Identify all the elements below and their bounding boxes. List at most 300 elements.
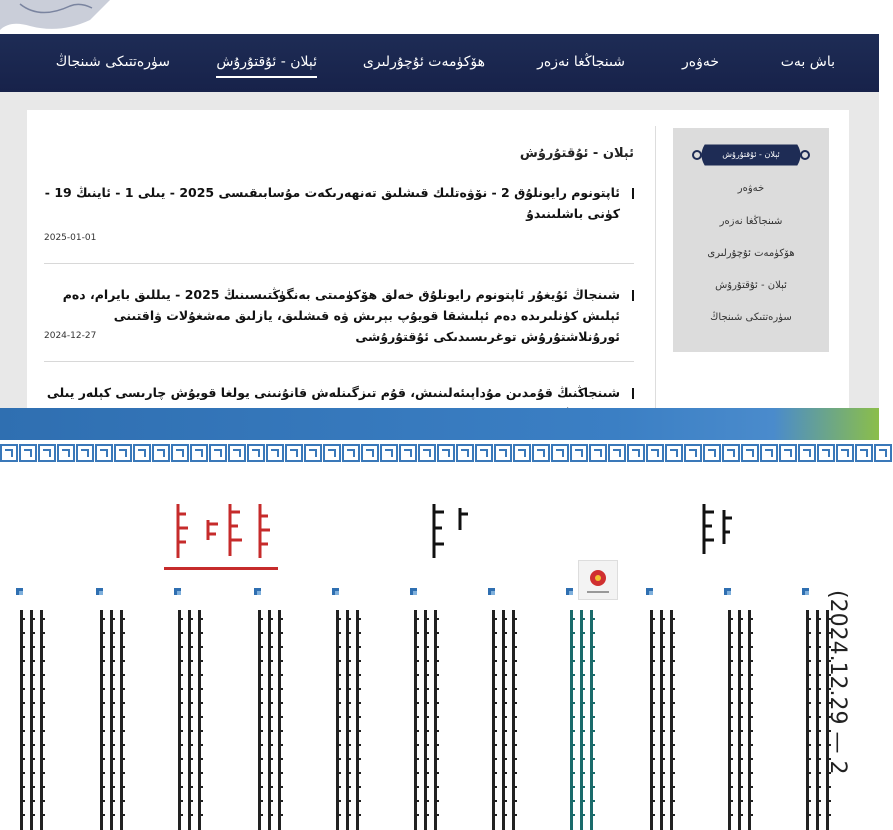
news-item[interactable] xyxy=(44,284,634,354)
script-stroke xyxy=(512,646,517,648)
news-title[interactable]: ئاپتونوم رايونلۇق 2 - نۆۋەتلىك قىشلىق تەنھەرىكەت مۇسابىقىسى 2025 - يىلى 1 - ئاينىڭ 19 - كۈنى باشلىنىدۇ xyxy=(44,185,620,221)
script-stroke xyxy=(728,772,733,774)
script-stroke xyxy=(670,800,675,802)
mongolian-news-item[interactable] xyxy=(410,588,438,828)
greek-key-tile xyxy=(418,444,436,462)
divider xyxy=(44,263,634,264)
script-stroke xyxy=(30,674,35,676)
script-stroke xyxy=(346,800,351,802)
script-stroke xyxy=(178,632,183,634)
script-stroke xyxy=(738,814,743,816)
bullet-icon xyxy=(254,588,261,595)
script-line xyxy=(738,610,741,830)
script-stroke xyxy=(258,786,263,788)
vertical-date xyxy=(824,586,854,826)
script-stroke xyxy=(434,772,439,774)
script-stroke xyxy=(748,618,753,620)
script-stroke xyxy=(424,674,429,676)
script-stroke xyxy=(512,632,517,634)
script-stroke xyxy=(728,688,733,690)
script-line xyxy=(30,610,33,830)
script-stroke xyxy=(20,646,25,648)
script-stroke xyxy=(590,758,595,760)
script-stroke xyxy=(414,702,419,704)
script-stroke xyxy=(20,632,25,634)
script-stroke xyxy=(278,618,283,620)
script-stroke xyxy=(336,674,341,676)
script-stroke xyxy=(590,674,595,676)
script-stroke xyxy=(336,632,341,634)
script-stroke xyxy=(110,758,115,760)
script-stroke xyxy=(198,730,203,732)
uyghur-page xyxy=(0,0,879,408)
vertical-date-text: (2024.12.29 — 2 xyxy=(825,590,850,775)
script-stroke xyxy=(120,730,125,732)
script-stroke xyxy=(258,646,263,648)
script-stroke xyxy=(336,758,341,760)
script-stroke xyxy=(356,744,361,746)
script-stroke xyxy=(20,660,25,662)
script-stroke xyxy=(806,730,811,732)
script-stroke xyxy=(738,632,743,634)
script-line xyxy=(492,610,495,830)
script-stroke xyxy=(424,772,429,774)
mongolian-news-item[interactable] xyxy=(96,588,124,828)
script-stroke xyxy=(178,758,183,760)
script-stroke xyxy=(738,660,743,662)
script-stroke xyxy=(590,716,595,718)
script-stroke xyxy=(492,688,497,690)
script-stroke xyxy=(570,758,575,760)
script-stroke xyxy=(424,688,429,690)
script-stroke xyxy=(512,744,517,746)
greek-key-tile xyxy=(133,444,151,462)
script-stroke xyxy=(356,716,361,718)
greek-key-tile xyxy=(361,444,379,462)
script-stroke xyxy=(414,786,419,788)
script-stroke xyxy=(512,800,517,802)
script-stroke xyxy=(268,758,273,760)
script-stroke xyxy=(110,660,115,662)
script-stroke xyxy=(100,618,105,620)
script-stroke xyxy=(120,744,125,746)
mongolian-news-item[interactable] xyxy=(174,588,202,828)
script-stroke xyxy=(492,730,497,732)
script-stroke xyxy=(278,660,283,662)
script-stroke xyxy=(738,702,743,704)
script-stroke xyxy=(570,730,575,732)
script-stroke xyxy=(278,632,283,634)
script-stroke xyxy=(492,646,497,648)
script-stroke xyxy=(570,660,575,662)
script-stroke xyxy=(728,786,733,788)
script-stroke xyxy=(816,618,821,620)
script-stroke xyxy=(650,618,655,620)
mongolian-news-item[interactable] xyxy=(488,588,516,828)
greek-key-tile xyxy=(171,444,189,462)
script-line xyxy=(356,610,359,830)
script-stroke xyxy=(806,716,811,718)
script-stroke xyxy=(178,800,183,802)
script-stroke xyxy=(748,814,753,816)
nav-xinjiang-view[interactable]: شىنجاڭغا نەزەر xyxy=(537,54,625,70)
script-stroke xyxy=(512,660,517,662)
script-stroke xyxy=(580,744,585,746)
script-stroke xyxy=(434,702,439,704)
script-stroke xyxy=(512,702,517,704)
greek-key-tile xyxy=(532,444,550,462)
script-stroke xyxy=(670,730,675,732)
greek-key-tile xyxy=(19,444,37,462)
script-stroke xyxy=(30,744,35,746)
script-line xyxy=(178,610,181,830)
script-stroke xyxy=(178,716,183,718)
bullet-icon xyxy=(724,588,731,595)
script-stroke xyxy=(178,814,183,816)
script-stroke xyxy=(492,660,497,662)
script-line xyxy=(188,610,191,830)
mongolian-news-item[interactable] xyxy=(724,588,752,828)
script-stroke xyxy=(346,814,351,816)
mongolian-news-item[interactable] xyxy=(254,588,282,828)
greek-key-tile xyxy=(855,444,873,462)
script-stroke xyxy=(424,646,429,648)
tab-mongolian-3[interactable] xyxy=(694,500,738,564)
script-stroke xyxy=(268,744,273,746)
tab-active-mongolian[interactable] xyxy=(168,500,278,564)
script-stroke xyxy=(424,758,429,760)
script-stroke xyxy=(20,772,25,774)
script-stroke xyxy=(100,800,105,802)
news-item[interactable] xyxy=(44,182,634,252)
script-stroke xyxy=(570,716,575,718)
script-line xyxy=(258,610,261,830)
script-stroke xyxy=(178,618,183,620)
script-stroke xyxy=(580,800,585,802)
script-stroke xyxy=(590,618,595,620)
script-stroke xyxy=(650,786,655,788)
script-stroke xyxy=(178,688,183,690)
script-stroke xyxy=(356,618,361,620)
script-stroke xyxy=(670,646,675,648)
script-stroke xyxy=(188,646,193,648)
script-stroke xyxy=(424,660,429,662)
script-stroke xyxy=(570,618,575,620)
script-stroke xyxy=(492,674,497,676)
script-stroke xyxy=(738,800,743,802)
script-stroke xyxy=(806,800,811,802)
script-stroke xyxy=(100,786,105,788)
script-stroke xyxy=(502,674,507,676)
script-line xyxy=(414,610,417,830)
script-stroke xyxy=(580,702,585,704)
script-stroke xyxy=(336,646,341,648)
script-stroke xyxy=(198,814,203,816)
script-line xyxy=(198,610,201,830)
script-stroke xyxy=(512,772,517,774)
script-stroke xyxy=(268,646,273,648)
script-stroke xyxy=(492,758,497,760)
mongolian-news-item[interactable] xyxy=(646,588,674,828)
script-stroke xyxy=(748,758,753,760)
script-stroke xyxy=(268,632,273,634)
script-stroke xyxy=(188,632,193,634)
script-stroke xyxy=(198,660,203,662)
sidebar xyxy=(673,128,829,352)
script-stroke xyxy=(670,660,675,662)
sidebar-badge xyxy=(691,142,811,168)
nav-news[interactable]: خەۋەر xyxy=(681,54,719,70)
script-stroke xyxy=(502,730,507,732)
script-stroke xyxy=(424,786,429,788)
script-stroke xyxy=(40,800,45,802)
nav-announcements[interactable]: ئېلان - ئۇقتۇرۇش xyxy=(216,54,317,78)
script-stroke xyxy=(728,702,733,704)
script-stroke xyxy=(570,786,575,788)
script-stroke xyxy=(356,688,361,690)
greek-key-tile xyxy=(665,444,683,462)
script-stroke xyxy=(178,772,183,774)
script-stroke xyxy=(650,688,655,690)
script-stroke xyxy=(738,786,743,788)
greek-key-tile xyxy=(323,444,341,462)
script-stroke xyxy=(110,646,115,648)
script-stroke xyxy=(278,730,283,732)
script-stroke xyxy=(414,814,419,816)
script-stroke xyxy=(570,632,575,634)
script-stroke xyxy=(20,814,25,816)
script-stroke xyxy=(30,688,35,690)
script-stroke xyxy=(414,758,419,760)
news-title[interactable]: شىنجاڭنىڭ قۇمدىن مۇداپىئەلىنىش، قۇم تىزگىنلەش قانۇنىنى يولغا قويۇش چارىسى كېلەر يىلى xyxy=(46,385,620,400)
script-stroke xyxy=(30,786,35,788)
script-stroke xyxy=(502,646,507,648)
script-stroke xyxy=(414,744,419,746)
sidebar-item-xinjiang-in-pictures[interactable]: سۈرەتتىكى شىنجاڭ xyxy=(710,312,792,323)
script-stroke xyxy=(816,632,821,634)
script-stroke xyxy=(198,674,203,676)
script-stroke xyxy=(580,646,585,648)
script-stroke xyxy=(670,786,675,788)
script-stroke xyxy=(120,800,125,802)
section-title: ئېلان - ئۇقتۇرۇش xyxy=(519,146,634,161)
script-stroke xyxy=(346,716,351,718)
bullet-icon xyxy=(632,290,634,301)
script-stroke xyxy=(570,814,575,816)
script-stroke xyxy=(748,702,753,704)
script-stroke xyxy=(110,632,115,634)
script-stroke xyxy=(434,646,439,648)
script-stroke xyxy=(198,716,203,718)
script-line xyxy=(268,610,271,830)
greek-key-border xyxy=(0,440,879,466)
column-divider xyxy=(655,126,656,416)
script-stroke xyxy=(346,786,351,788)
script-stroke xyxy=(110,688,115,690)
script-stroke xyxy=(502,800,507,802)
script-stroke xyxy=(30,814,35,816)
script-stroke xyxy=(120,674,125,676)
script-stroke xyxy=(816,814,821,816)
script-stroke xyxy=(670,674,675,676)
sidebar-item-government-info[interactable]: ھۆكۈمەت ئۇچۇرلىرى xyxy=(707,248,795,259)
script-stroke xyxy=(188,660,193,662)
script-stroke xyxy=(492,618,497,620)
script-stroke xyxy=(660,716,665,718)
script-stroke xyxy=(590,730,595,732)
script-stroke xyxy=(424,716,429,718)
script-stroke xyxy=(806,618,811,620)
script-stroke xyxy=(502,632,507,634)
greek-key-tile xyxy=(475,444,493,462)
sidebar-item-xinjiang-view[interactable]: شىنجاڭغا نەزەر xyxy=(719,216,783,227)
script-line xyxy=(100,610,103,830)
sidebar-item-announcements[interactable]: ئېلان - ئۇقتۇرۇش xyxy=(715,280,787,291)
script-stroke xyxy=(424,632,429,634)
mongolian-news-item[interactable] xyxy=(332,588,360,828)
script-stroke xyxy=(120,618,125,620)
greek-key-tile xyxy=(570,444,588,462)
script-stroke xyxy=(346,674,351,676)
greek-key-tile xyxy=(0,444,18,462)
script-stroke xyxy=(660,688,665,690)
greek-key-tile xyxy=(57,444,75,462)
script-stroke xyxy=(120,688,125,690)
script-stroke xyxy=(806,674,811,676)
script-stroke xyxy=(278,814,283,816)
script-stroke xyxy=(120,772,125,774)
script-stroke xyxy=(336,688,341,690)
script-stroke xyxy=(336,730,341,732)
script-stroke xyxy=(110,730,115,732)
script-stroke xyxy=(670,702,675,704)
script-stroke xyxy=(434,716,439,718)
script-stroke xyxy=(512,814,517,816)
script-stroke xyxy=(670,772,675,774)
script-stroke xyxy=(110,618,115,620)
script-stroke xyxy=(268,688,273,690)
script-stroke xyxy=(188,716,193,718)
script-stroke xyxy=(816,758,821,760)
script-stroke xyxy=(258,744,263,746)
script-stroke xyxy=(356,814,361,816)
script-stroke xyxy=(670,688,675,690)
main-nav xyxy=(0,34,879,92)
nav-xinjiang-in-pictures[interactable]: سۈرەتتىكى شىنجاڭ xyxy=(55,54,170,70)
script-stroke xyxy=(660,674,665,676)
mongolian-page xyxy=(0,408,879,827)
script-stroke xyxy=(40,674,45,676)
script-stroke xyxy=(502,814,507,816)
script-stroke xyxy=(492,772,497,774)
script-stroke xyxy=(590,786,595,788)
sidebar-item-news[interactable]: خەۋەر xyxy=(737,183,765,194)
script-stroke xyxy=(258,800,263,802)
script-stroke xyxy=(492,800,497,802)
script-line xyxy=(590,610,593,830)
script-stroke xyxy=(816,716,821,718)
news-title[interactable]: شىنجاڭ ئۇيغۇر ئاپتونوم رايونلۇق خەلق ھۆكۈمىتى بەنگۈڭتىسىنىڭ 2025 - يىللىق بايرام، دەم ئېلىش كۈنلىرىدە دەم ئېلىشقا قويۇپ بېرىش ۋە قىشلىق، يازلىق مەشغۇلات ۋاقتىنى ئورۇنلاشتۇرۇش توغرىسىدىكى ئۇقتۇرۇشى xyxy=(62,287,620,344)
script-stroke xyxy=(570,646,575,648)
bullet-icon xyxy=(16,588,23,595)
script-stroke xyxy=(816,786,821,788)
script-stroke xyxy=(650,646,655,648)
script-stroke xyxy=(512,688,517,690)
script-stroke xyxy=(748,716,753,718)
script-stroke xyxy=(502,618,507,620)
script-stroke xyxy=(346,758,351,760)
script-stroke xyxy=(268,716,273,718)
script-stroke xyxy=(198,786,203,788)
script-stroke xyxy=(660,772,665,774)
greek-key-tile xyxy=(817,444,835,462)
script-stroke xyxy=(738,688,743,690)
script-stroke xyxy=(30,730,35,732)
script-stroke xyxy=(590,772,595,774)
script-stroke xyxy=(748,660,753,662)
script-stroke xyxy=(580,814,585,816)
script-stroke xyxy=(336,814,341,816)
greek-key-tile xyxy=(437,444,455,462)
script-stroke xyxy=(356,702,361,704)
script-stroke xyxy=(414,730,419,732)
script-stroke xyxy=(268,674,273,676)
script-stroke xyxy=(728,632,733,634)
greek-key-tile xyxy=(190,444,208,462)
nav-government-info[interactable]: ھۆكۈمەت ئۇچۇرلىرى xyxy=(362,54,485,70)
script-stroke xyxy=(336,702,341,704)
script-stroke xyxy=(20,730,25,732)
greek-key-tile xyxy=(722,444,740,462)
script-stroke xyxy=(580,786,585,788)
script-stroke xyxy=(100,660,105,662)
mongolian-news-item[interactable] xyxy=(16,588,44,828)
script-stroke xyxy=(434,674,439,676)
script-stroke xyxy=(198,702,203,704)
script-stroke xyxy=(738,730,743,732)
script-stroke xyxy=(670,814,675,816)
script-line xyxy=(502,610,505,830)
script-stroke xyxy=(198,646,203,648)
script-stroke xyxy=(424,702,429,704)
script-stroke xyxy=(590,632,595,634)
script-stroke xyxy=(198,688,203,690)
script-stroke xyxy=(748,744,753,746)
tab-mongolian-2[interactable] xyxy=(424,500,474,564)
nav-home[interactable]: باش بەت xyxy=(780,54,835,70)
script-stroke xyxy=(258,632,263,634)
script-stroke xyxy=(336,660,341,662)
script-stroke xyxy=(258,688,263,690)
script-stroke xyxy=(728,730,733,732)
script-stroke xyxy=(580,716,585,718)
script-stroke xyxy=(40,730,45,732)
mongolian-news-item[interactable] xyxy=(566,588,594,828)
script-stroke xyxy=(650,744,655,746)
script-stroke xyxy=(346,772,351,774)
script-stroke xyxy=(20,674,25,676)
script-stroke xyxy=(40,814,45,816)
script-stroke xyxy=(346,730,351,732)
script-stroke xyxy=(660,744,665,746)
script-stroke xyxy=(178,744,183,746)
script-stroke xyxy=(806,702,811,704)
ornament-icon xyxy=(0,0,110,34)
script-stroke xyxy=(258,814,263,816)
site-banner xyxy=(0,0,879,34)
bullet-icon xyxy=(332,588,339,595)
script-stroke xyxy=(356,646,361,648)
